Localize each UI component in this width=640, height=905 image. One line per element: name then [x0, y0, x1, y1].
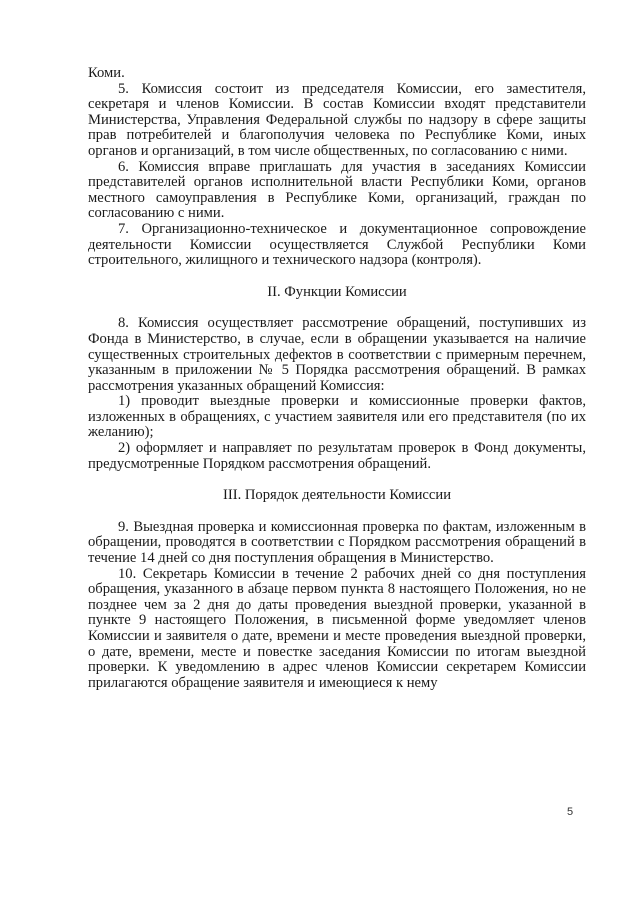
- paragraph-9: 9. Выездная проверка и комиссионная проверка по фактам, изложенным в обращении, проводятся в соответствии с Порядком рассмотрения обращений в течение 14 дней со дня поступления обращения в Министерство.: [88, 518, 586, 567]
- section-heading-functions: II. Функции Комиссии: [267, 283, 407, 300]
- paragraph-continuation: Коми.: [88, 65, 125, 81]
- page-number: 5: [567, 806, 574, 818]
- spacer: [88, 269, 586, 285]
- paragraph-10: 10. Секретарь Комиссии в течение 2 рабочих дней со дня поступления обращения, указанного в абзаце первом пункта 8 настоящего Положения, но не позднее чем за 2 дня до даты проведения выездной проверки, указанной в пункте 9 настоящего Положения, в письменной форме уведомляет членов Комиссии и заявителя о дате, времени и месте проведения выездной проверки, о дате, времени, месте и повестке заседания Комиссии по итогам выездной проверки. К уведомлению в адрес членов Комиссии секретарем Комиссии прилагаются обращение заявителя и имеющиеся к нему: [88, 565, 586, 691]
- document-page: [88, 66, 586, 691]
- paragraph-7: 7. Организационно-техническое и документационное сопровождение деятельности Комиссии осуществляется Службой Республики Коми строительного, жилищного и технического надзора (контроля).: [88, 220, 586, 269]
- spacer: [88, 504, 586, 520]
- paragraph-5: 5. Комиссия состоит из председателя Комиссии, его заместителя, секретаря и членов Комиссии. В состав Комиссии входят представители Министерства, Управления Федеральной службы по надзору в сфере защиты прав потребителей и благополучия человека по Республике Коми, иных органов и организаций, в том числе общественных, по согласованию с ними.: [88, 80, 586, 159]
- list-item-1: 1) проводит выездные проверки и комиссионные проверки фактов, изложенных в обращениях, с участием заявителя или его представителя (по их желанию);: [88, 393, 586, 441]
- list-item-2: 2) оформляет и направляет по результатам проверок в Фонд документы, предусмотренные Порядком рассмотрения обращений.: [88, 440, 586, 472]
- paragraph-6: 6. Комиссия вправе приглашать для участия в заседаниях Комиссии представителей органов исполнительной власти Республики Коми, органов местного самоуправления в Республике Коми, организаций, граждан по согласованию с ними.: [88, 158, 586, 222]
- paragraph-8: 8. Комиссия осуществляет рассмотрение обращений, поступивших из Фонда в Министерство, в случае, если в обращении указывается на наличие существенных строительных дефектов в соответствии с примерным перечнем, указанным в приложении № 5 Порядка рассмотрения обращений. В рамках рассмотрения указанных обращений Комиссия:: [88, 315, 586, 394]
- spacer: [88, 472, 586, 488]
- spacer: [88, 300, 586, 316]
- section-heading-procedure: III. Порядок деятельности Комиссии: [222, 487, 452, 504]
